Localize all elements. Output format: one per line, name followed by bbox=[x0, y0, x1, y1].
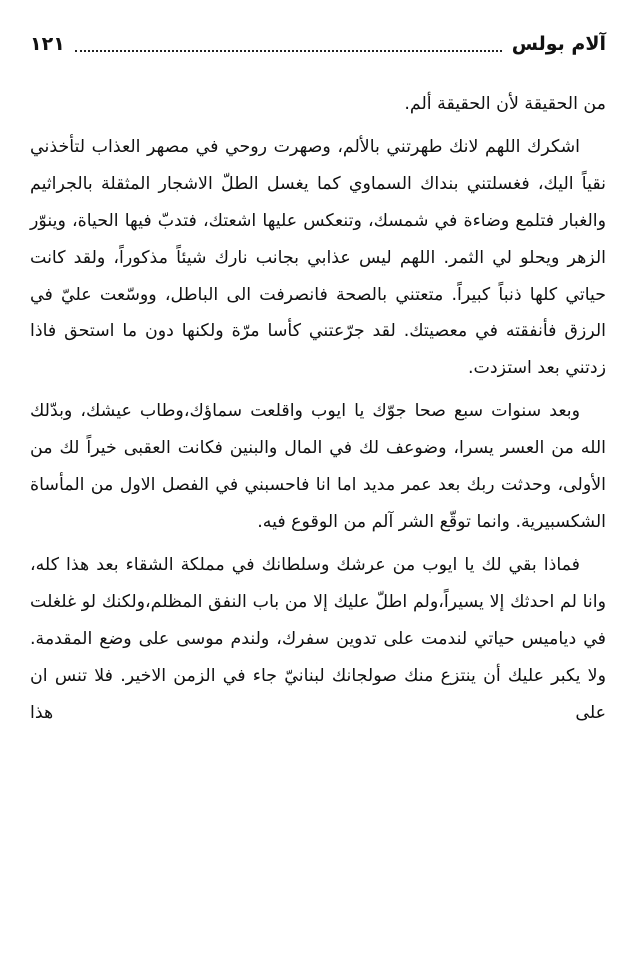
running-header bbox=[30, 30, 606, 58]
body-text bbox=[30, 86, 606, 737]
header-title: آلام بولس bbox=[511, 33, 606, 55]
page-number: ١٢١ bbox=[30, 33, 65, 55]
paragraph: اشكرك اللهم لانك طهرتني بالألم، وصهرت روحي في مصهر العذاب لتأخذني نقياً اليك، فغسلتني بنداك السماوي كما يغسل الطلّ الاشجار المثقلة بالجراثيم والغبار فتلمع وضاءة في شمسك، وتنعكس عليها اشعتك، فتدبّ فيها الحياة، وينوّر الزهر ويحلو لي الثمر. اللهم ليس عذابي بجانب نارك شيئاً مذكوراً، ولقد كانت حياتي كلها ذنباً كبيراً. متعتني بالصحة فانصرفت الى الباطل، ووسّعت عليّ في الرزق فأنفقته في معصيتك. لقد جرّعتني كأسا مرّة ولكنها دون ما استحق فاذا زدتني بعد استزدت. bbox=[30, 136, 606, 379]
paragraph: من الحقيقة لأن الحقيقة ألم. bbox=[404, 94, 606, 114]
paragraph: وبعد سنوات سبع صحا جوّك يا ايوب واقلعت سماؤك،وطاب عيشك، وبدّلك الله من العسر يسرا، وضوعف لك في المال والبنين فكانت العقبى خيراً لك من الأولى، وحدثت ربك بعد عمر مديد اما انا فاحسبني في الفصل الاول من المأساة الشكسبيرية. وانما توقّع الشر آلم من الوقوع فيه. bbox=[30, 401, 606, 532]
paragraph: فماذا بقي لك يا ايوب من عرشك وسلطانك في مملكة الشقاء بعد هذا كله، وانا لم احدثك إلا يسيراً،ولم اطلّ عليك إلا من باب النفق المظلم،ولكنك لو غلغلت في دياميس حياتي لندمت على تدوين سفرك، ولندم موسى على وضع المقدمة. ولا يكبر عليك أن ينتزع منك صولجانك لبنانيّ جاء في الزمن الاخير. فلا تنس ان على هذا bbox=[30, 554, 606, 723]
header-dotted-leader bbox=[75, 40, 502, 52]
